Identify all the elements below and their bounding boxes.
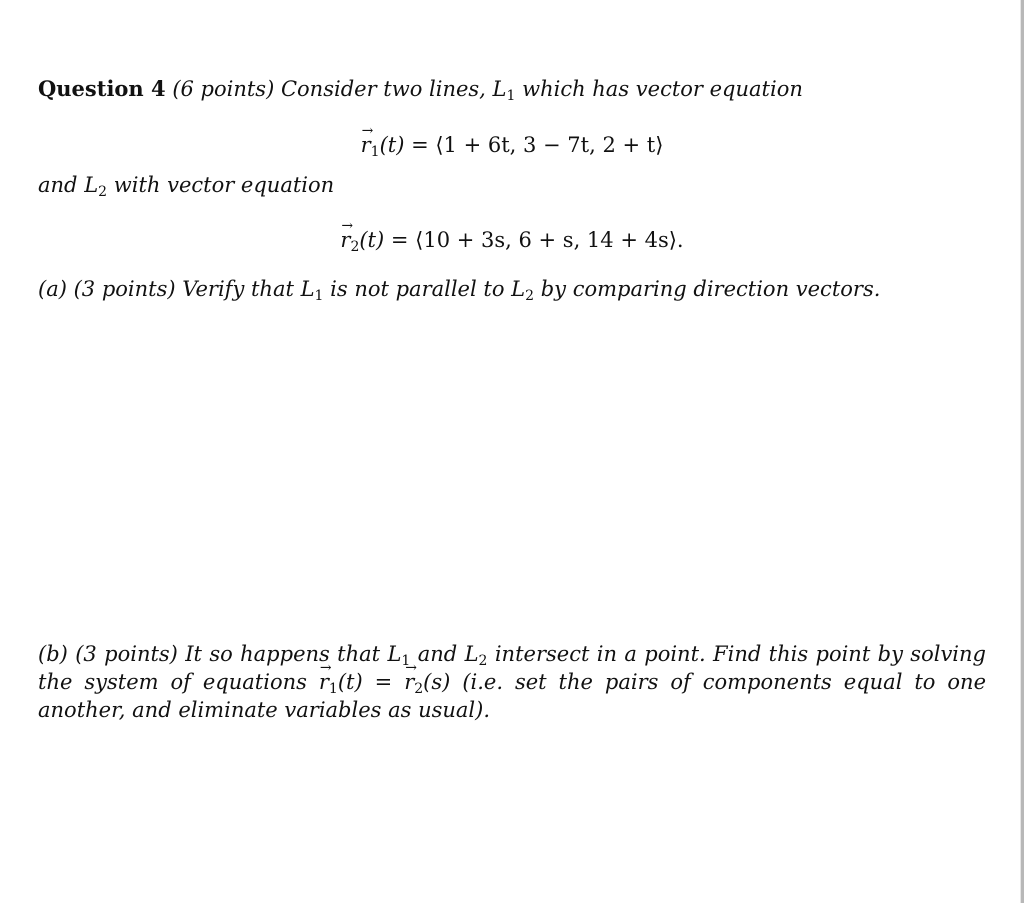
part-b-points: (3 points) bbox=[75, 642, 178, 666]
equation-r1: → $r_1(t)$ = ⟨1 + 6t, 3 − 7t, 2 + t⟩ bbox=[0, 131, 1024, 160]
part-b-l1: $L_1$ bbox=[387, 642, 411, 669]
question-intro-end: which has vector equation bbox=[522, 77, 803, 101]
r1-vector: → r bbox=[361, 131, 371, 160]
question-intro: Consider two lines, bbox=[280, 77, 486, 101]
part-b-answer-space[interactable] bbox=[38, 740, 986, 890]
question-points: (6 points) bbox=[172, 77, 275, 101]
part-a-label: (a) bbox=[38, 277, 67, 301]
part-b-equation: → $r_1(t)$ = → $r_2(s)$ bbox=[319, 670, 450, 694]
r2-rhs: = ⟨10 + 3s, 6 + s, 14 + 4s⟩. bbox=[390, 228, 684, 252]
part-b-l2: $L_2$ bbox=[464, 642, 488, 669]
connector-line: and $L_2$ with vector equation bbox=[38, 173, 335, 200]
part-b: (b) (3 points) It so happens that $L_1$ and $L_2$ intersect in a point. Find this point by solving the system of equations → $r_1(t)$ = → $r_2(s)$ (i.e. set the pairs of components equal to one another, and eliminate variables as usual). bbox=[38, 640, 986, 724]
part-a-answer-space[interactable] bbox=[38, 320, 986, 630]
part-a-l2: $L_2$ bbox=[511, 277, 535, 304]
r1-rhs: = ⟨1 + 6t, 3 − 7t, 2 + t⟩ bbox=[411, 133, 664, 157]
line2-symbol: $L_2$ bbox=[84, 173, 108, 200]
part-a-l1: $L_1$ bbox=[300, 277, 324, 304]
equation-r2: → $r_2(t)$ = ⟨10 + 3s, 6 + s, 14 + 4s⟩. bbox=[0, 226, 1024, 255]
line1-symbol: $L_1$ bbox=[492, 77, 516, 104]
part-b-label: (b) bbox=[38, 642, 68, 666]
part-a: (a) (3 points) Verify that $L_1$ is not parallel to $L_2$ by comparing direction vectors. bbox=[38, 277, 881, 304]
part-a-points: (3 points) bbox=[73, 277, 176, 301]
question-label: Question 4 bbox=[38, 76, 166, 101]
r2-vector: → r bbox=[340, 226, 350, 255]
question-heading bbox=[38, 74, 803, 104]
